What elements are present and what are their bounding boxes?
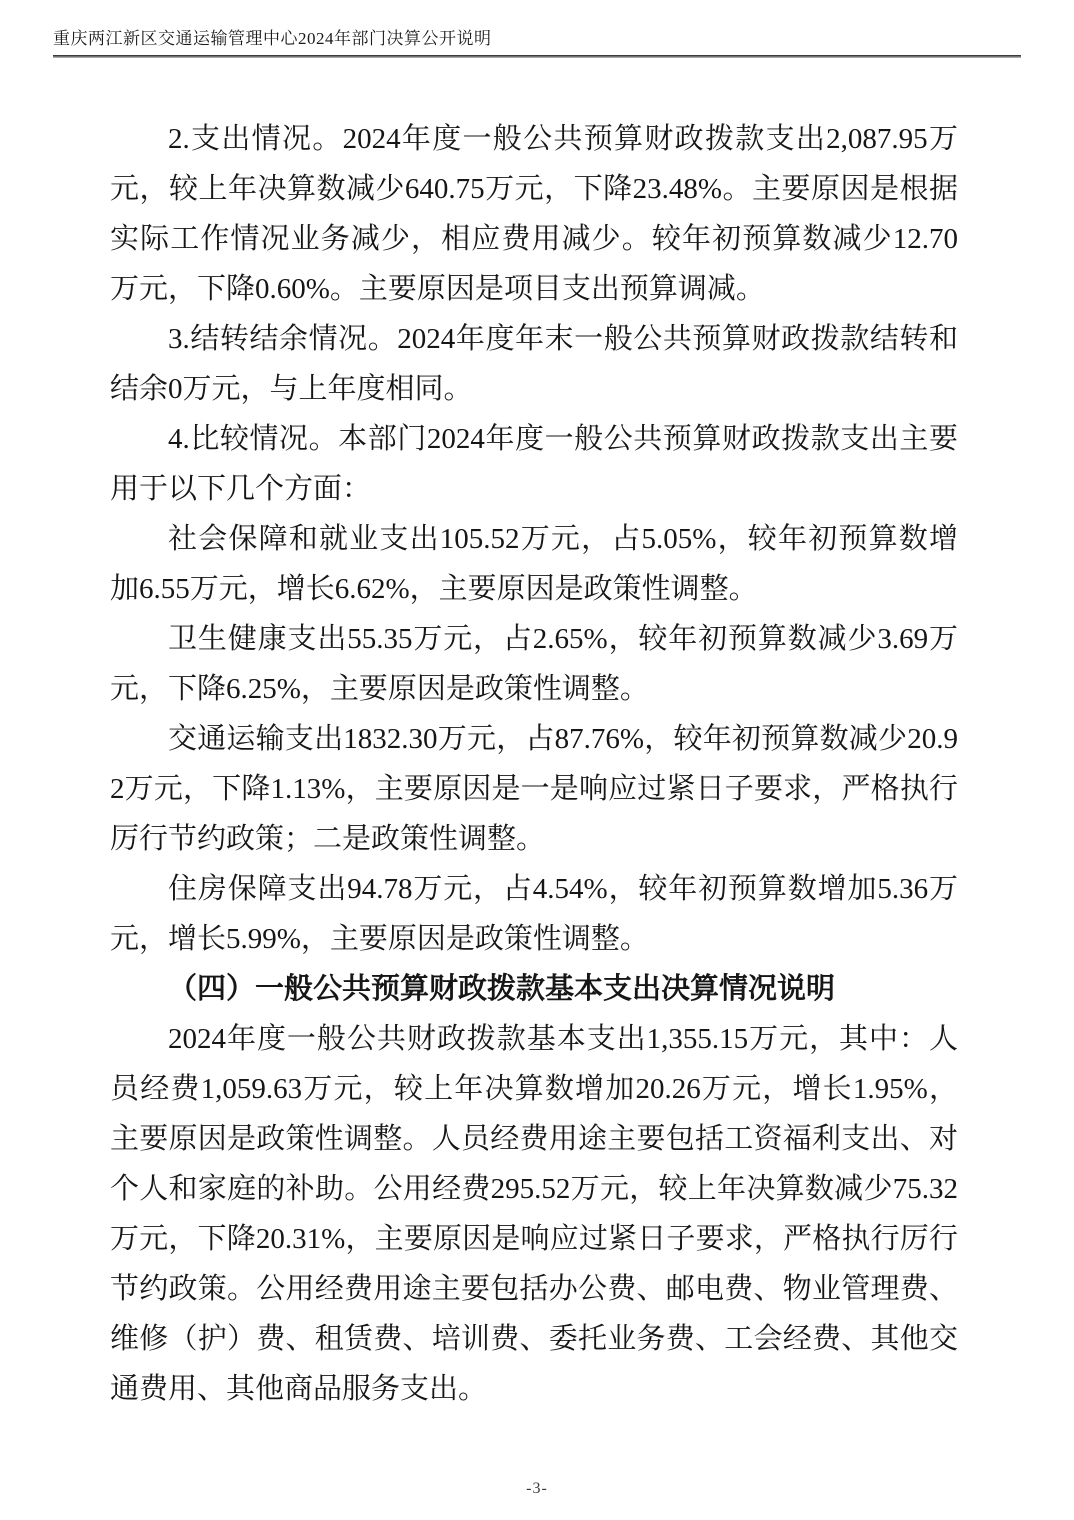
- paragraph-expenditure: 2.支出情况。2024年度一般公共预算财政拨款支出2,087.95万元，较上年决算数减少640.75万元，下降23.48%。主要原因是根据实际工作情况业务减少，相应费用减少。较年初预算数减少12.70万元，下降0.60%。主要原因是项目支出预算调减。: [110, 123, 958, 305]
- paragraph-transportation: 交通运输支出1832.30万元，占87.76%，较年初预算数减少20.92万元，下降1.13%，主要原因是一是响应过紧日子要求，严格执行厉行节约政策；二是政策性调整。: [110, 723, 958, 855]
- paragraph-health: 卫生健康支出55.35万元，占2.65%，较年初预算数减少3.69万元，下降6.25%，主要原因是政策性调整。: [110, 623, 958, 705]
- paragraph-basic-expenditure-detail: 2024年度一般公共财政拨款基本支出1,355.15万元，其中：人员经费1,059.63万元，较上年决算数增加20.26万元，增长1.95%，主要原因是政策性调整。人员经费用途主要包括工资福利支出、对个人和家庭的补助。公用经费295.52万元，较上年决算数减少75.32万元，下降20.31%，主要原因是响应过紧日子要求，严格执行厉行节约政策。公用经费用途主要包括办公费、邮电费、物业管理费、维修（护）费、租赁费、培训费、委托业务费、工会经费、其他交通费用、其他商品服务支出。: [110, 1023, 958, 1405]
- paragraph-carryover: 3.结转结余情况。2024年度年末一般公共预算财政拨款结转和结余0万元，与上年度相同。: [110, 323, 958, 405]
- header-rule: [53, 55, 1021, 58]
- page-header: [53, 28, 1021, 58]
- paragraph-comparison-intro: 4.比较情况。本部门2024年度一般公共预算财政拨款支出主要用于以下几个方面：: [110, 423, 958, 505]
- paragraph-social-security: 社会保障和就业支出105.52万元，占5.05%，较年初预算数增加6.55万元，增长6.62%，主要原因是政策性调整。: [110, 523, 958, 605]
- page-number: -3-: [526, 1480, 548, 1497]
- paragraph-housing: 住房保障支出94.78万元，占4.54%，较年初预算数增加5.36万元，增长5.99%，主要原因是政策性调整。: [110, 873, 958, 955]
- header-title: 重庆两江新区交通运输管理中心2024年部门决算公开说明: [53, 29, 492, 48]
- section-heading-basic-expenditure: （四）一般公共预算财政拨款基本支出决算情况说明: [168, 973, 836, 1005]
- page-footer: [0, 1480, 1074, 1498]
- document-body: [110, 114, 958, 1414]
